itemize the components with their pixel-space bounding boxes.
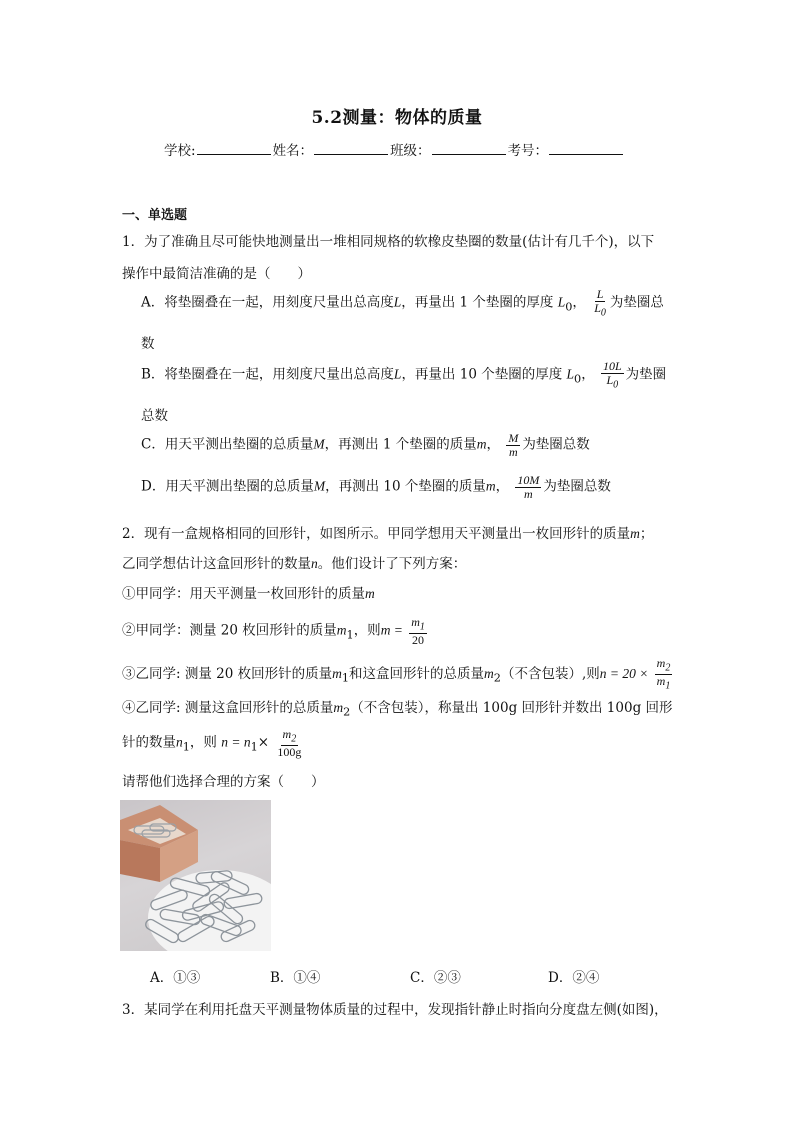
school-label: 学校: [164, 143, 196, 159]
q2-option-d[interactable]: D．②④ [548, 970, 600, 986]
q2-plan-3-text: ③乙同学: 测量 20 枚回形针的质量 [122, 665, 333, 682]
q1-b-sep: ， [581, 366, 595, 383]
q2-plan-2-num [409, 616, 427, 634]
q1-c-text2: ，再测出 1 个垫圈的质量 [324, 436, 477, 453]
q2-line1-end: ； [639, 526, 654, 542]
name-blank [314, 142, 388, 155]
q1-a-den-var: L [594, 300, 601, 315]
section-heading: 一、单选题 [122, 208, 188, 223]
q1-c-var: M [313, 436, 325, 452]
q1-option-b-cont: 总数 [141, 408, 168, 424]
q2-plan-2-den: 20 [412, 632, 425, 647]
page-title: 5.2测量：物体的质量 [311, 108, 483, 128]
q1-d-var2: m [485, 478, 496, 494]
q2-plan-4 [122, 696, 673, 719]
q1-c-sep: ， [486, 436, 501, 453]
q1-b-den-sub: 0 [613, 378, 619, 390]
q1-d-num: 10M [517, 473, 540, 487]
q1-b-fraction [601, 360, 624, 390]
q2-stem-line1 [122, 522, 653, 542]
q1-option-b[interactable] [141, 360, 666, 390]
student-info-line [164, 139, 625, 159]
q1-c-den: m [508, 444, 518, 459]
q2-plan-2-eq: m = [380, 622, 403, 638]
q2-line2-end: 。他们设计了下列方案： [317, 556, 467, 572]
q1-b-text: B．将垫圈叠在一起，用刻度尺量出总高度 [141, 366, 394, 383]
q2-plan-1 [122, 582, 375, 602]
q2-plan-4-num-var: m [282, 727, 292, 741]
school-blank [197, 142, 271, 155]
q2-plan-4-eq-sub: 1 [250, 740, 258, 754]
q1-b-text2: ，再量出 10 个垫圈的厚度 [401, 366, 563, 383]
q1-a-sub: 0 [565, 300, 573, 314]
q2-plan-3-den-sub: 1 [665, 680, 671, 692]
q2-plan-3-den-var: m [656, 673, 666, 688]
q3-stem-line1: 3．某同学在利用托盘天平测量物体质量的过程中，发现指针静止时指向分度盘左侧(如图)， [122, 1002, 668, 1018]
q2-plan-4-num [281, 728, 299, 746]
q1-a-text: A．将垫圈叠在一起，用刻度尺量出总高度 [141, 294, 394, 311]
q2-plan-2 [122, 616, 429, 646]
number-blank [549, 142, 623, 155]
q1-c-var2: m [476, 436, 487, 452]
q2-line1-var: m [630, 526, 640, 541]
q2-plan-4-sub2: 1 [182, 740, 190, 754]
class-blank [432, 142, 506, 155]
q2-option-b[interactable]: B．①④ [270, 970, 321, 986]
q1-option-c[interactable] [141, 432, 590, 458]
q2-plan-4-times: × [257, 734, 270, 751]
q2-plan-3-num-sub: 2 [665, 662, 671, 674]
q2-plan-4-den: 100g [277, 744, 302, 759]
q2-plan-3-den [655, 675, 673, 692]
class-label: 班级： [390, 143, 431, 159]
q2-plan-2-num-sub: 1 [419, 621, 425, 633]
paperclip-box-photo [120, 800, 271, 951]
q2-plan-3-var1: m [332, 665, 342, 681]
q1-d-den: m [524, 486, 533, 501]
q2-line2-var: n [311, 556, 318, 571]
q1-b-sub: 0 [574, 372, 582, 386]
q2-plan-4-num-sub: 2 [291, 733, 297, 745]
q2-option-c[interactable]: C．②③ [410, 970, 461, 986]
q2-plan-3-text2: 和这盒回形针的总质量 [349, 665, 485, 682]
q2-plan-3-num-var: m [656, 656, 666, 670]
q1-stem-line1: 1．为了准确且尽可能快地测量出一堆相同规格的软橡皮垫圈的数量(估计有几千个)，以下 [122, 234, 655, 250]
q1-a-tail: 为垫圈总 [609, 294, 664, 311]
name-label: 姓名： [272, 143, 314, 159]
q2-plan-3-num [655, 657, 673, 675]
q1-d-var: M [313, 478, 326, 494]
q2-plan-4-text: ④乙同学: 测量这盒回形针的总质量 [122, 700, 334, 716]
q1-a-sep: ， [572, 294, 586, 311]
paperclip-illustration [120, 800, 271, 951]
q1-option-a[interactable] [141, 288, 664, 318]
q1-d-sep: ， [495, 478, 510, 495]
q2-plan-2-then: ，则 [353, 622, 381, 639]
q1-b-var: L [393, 366, 402, 382]
q1-a-text2: ，再量出 1 个垫圈的厚度 [401, 294, 554, 311]
q2-plan-4-text3: 针的数量 [122, 734, 176, 751]
q1-b-den-var: L [606, 372, 614, 387]
q2-plan-3 [122, 657, 674, 692]
q2-plan-3-sub2: 2 [493, 671, 501, 685]
q2-plan-2-text: ②甲同学：测量 20 枚回形针的质量 [122, 622, 337, 639]
q2-plan-4-sub: 2 [343, 705, 351, 719]
q2-plan-4-fraction [275, 728, 303, 758]
q2-plan-4-var2: n [176, 734, 183, 750]
number-label: 考号： [507, 143, 549, 159]
q2-plan-3-text3: （不含包装）,则 [500, 665, 600, 682]
q1-option-a-cont: 数 [141, 336, 155, 352]
q2-plan-1-var: m [365, 586, 375, 601]
q1-a-den [592, 302, 608, 319]
q1-d-text2: ，再测出 10 个垫圈的质量 [325, 478, 486, 495]
q2-ask: 请帮他们选择合理的方案（ ） [122, 774, 325, 790]
q2-plan-3-eq: n = 20 × [599, 665, 649, 681]
q1-a-var2: L [557, 294, 566, 310]
q2-plan-2-fraction [409, 616, 427, 646]
q2-plan-2-var: m [336, 622, 347, 638]
q1-a-fraction [592, 288, 608, 318]
q1-d-tail: 为垫圈总数 [543, 478, 611, 495]
q2-plan-3-var2: m [484, 665, 494, 681]
q1-b-num: 10L [602, 359, 622, 373]
q1-d-fraction [515, 474, 541, 500]
q1-b-tail: 为垫圈 [625, 366, 667, 383]
q2-plan-4-var: m [333, 700, 344, 715]
q2-options [150, 966, 599, 986]
q1-b-den [604, 374, 620, 391]
q1-option-d[interactable] [141, 474, 611, 500]
q1-a-num: L [596, 287, 604, 301]
q2-line1-text: 2．现有一盒规格相同的回形针，如图所示。甲同学想用天平测量出一枚回形针的质量 [122, 526, 631, 542]
q1-c-text: C．用天平测出垫圈的总质量 [141, 436, 314, 453]
q2-plan-2-sub: 1 [346, 628, 354, 642]
q1-stem-line2: 操作中最简洁准确的是（ ） [122, 266, 311, 282]
q2-option-a[interactable]: A．①③ [150, 970, 201, 986]
q1-c-fraction [506, 432, 520, 458]
q2-plan-4-eq: n = n [221, 734, 251, 750]
q2-line2-text: 乙同学想估计这盒回形针的数量 [122, 556, 311, 572]
q1-d-text: D．用天平测出垫圈的总质量 [141, 478, 314, 495]
q2-plan-3-sub1: 1 [341, 671, 350, 685]
q2-plan-2-num-var: m [411, 615, 420, 629]
q2-plan-1-text: ①甲同学：用天平测量一枚回形针的质量 [122, 586, 365, 602]
q1-a-var: L [393, 294, 402, 310]
q2-plan-4-text2: （不含包装），称量出 100g 回形针并数出 100g 回形 [350, 700, 673, 716]
q2-plan-4-then: ，则 [189, 734, 217, 751]
q1-c-num: M [508, 431, 519, 445]
q1-b-var2: L [566, 366, 575, 382]
q2-plan-4-cont [122, 728, 305, 758]
q1-a-den-sub: 0 [600, 306, 606, 318]
q1-c-tail: 为垫圈总数 [522, 436, 590, 453]
q2-plan-3-fraction [655, 657, 673, 692]
q2-stem-line2 [122, 552, 466, 572]
